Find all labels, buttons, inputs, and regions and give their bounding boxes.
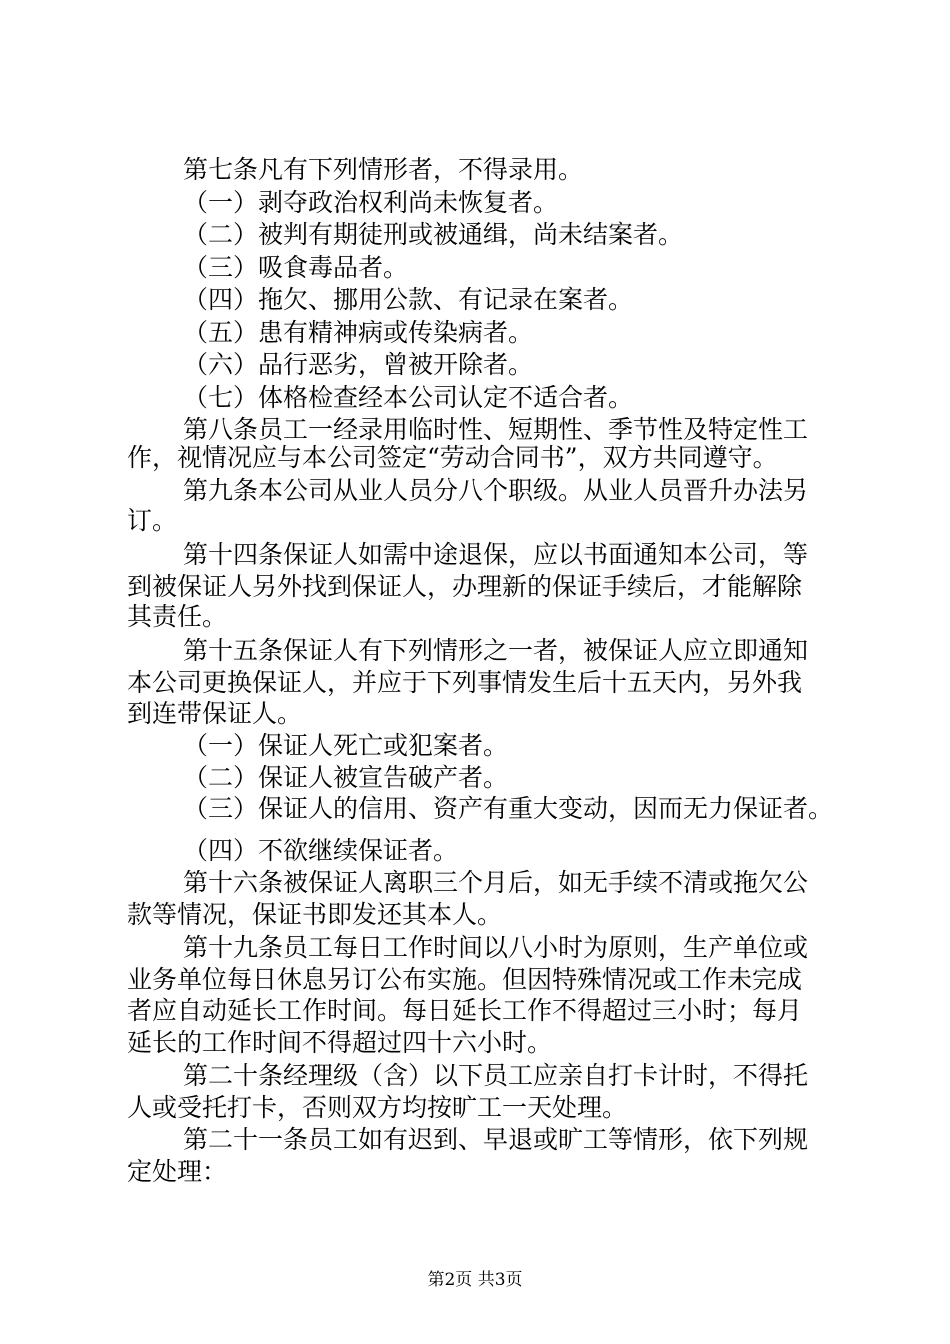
paragraph-line: 第十五条保证人有下列情形之一者，被保证人应立即通知 bbox=[183, 635, 809, 665]
page-footer: 第2页 共3页 bbox=[427, 1270, 523, 1290]
paragraph-line: 第二十一条员工如有迟到、早退或旷工等情形，依下列规 bbox=[183, 1125, 809, 1155]
paragraph-line: 人或受托打卡，否则双方均按旷工一天处理。 bbox=[127, 1092, 628, 1122]
paragraph-line: 第九条本公司从业人员分八个职级。从业人员晋升办法另 bbox=[183, 476, 809, 506]
paragraph-line: 其责任。 bbox=[127, 602, 228, 632]
paragraph-line: （五）患有精神病或传染病者。 bbox=[183, 317, 534, 347]
paragraph-line: （三）吸食毒品者。 bbox=[183, 252, 409, 282]
paragraph-line: 到连带保证人。 bbox=[127, 699, 303, 729]
paragraph-line: （四）不欲继续保证者。 bbox=[183, 836, 459, 866]
paragraph-line: （一）剥夺政治权利尚未恢复者。 bbox=[183, 187, 559, 217]
paragraph-line: 第十四条保证人如需中途退保，应以书面通知本公司，等 bbox=[183, 539, 809, 569]
paragraph-line: 订。 bbox=[127, 506, 178, 536]
paragraph-line: （三）保证人的信用、资产有重大变动，因而无力保证者。 bbox=[183, 794, 834, 824]
paragraph-line: 作，视情况应与本公司签定“劳动合同书”，双方共同遵守。 bbox=[127, 443, 778, 472]
paragraph-line: （二）保证人被宣告破产者。 bbox=[183, 762, 509, 792]
paragraph-line: （二）被判有期徒刑或被通缉，尚未结案者。 bbox=[183, 220, 684, 250]
paragraph-line: （七）体格检查经本公司认定不适合者。 bbox=[183, 383, 634, 412]
paragraph-line: 业务单位每日休息另订公布实施。但因特殊情况或工作未完成 bbox=[127, 965, 803, 994]
paragraph-line: 第十九条员工每日工作时间以八小时为原则，生产单位或 bbox=[183, 933, 809, 963]
paragraph-line: 定处理： bbox=[127, 1157, 228, 1186]
paragraph-line: 者应自动延长工作时间。每日延长工作不得超过三小时；每月 bbox=[127, 995, 803, 1025]
paragraph-line: （一）保证人死亡或犯案者。 bbox=[183, 731, 509, 760]
paragraph-line: 延长的工作时间不得超过四十六小时。 bbox=[127, 1027, 553, 1057]
paragraph-line: （四）拖欠、挪用公款、有记录在案者。 bbox=[183, 285, 634, 315]
paragraph-line: 款等情况，保证书即发还其本人。 bbox=[127, 899, 503, 929]
paragraph-line: 第二十条经理级（含）以下员工应亲自打卡计时，不得托 bbox=[183, 1061, 809, 1090]
paragraph-line: 第七条凡有下列情形者，不得录用。 bbox=[183, 155, 584, 184]
paragraph-line: 第八条员工一经录用临时性、短期性、季节性及特定性工 bbox=[183, 414, 809, 444]
paragraph-line: 本公司更换保证人，并应于下列事情发生后十五天内，另外我 bbox=[127, 667, 803, 697]
paragraph-line: （六）品行恶劣，曾被开除者。 bbox=[183, 350, 534, 380]
paragraph-line: 到被保证人另外找到保证人，办理新的保证手续后，才能解除 bbox=[127, 571, 803, 601]
paragraph-line: 第十六条被保证人离职三个月后，如无手续不清或拖欠公 bbox=[183, 868, 809, 898]
